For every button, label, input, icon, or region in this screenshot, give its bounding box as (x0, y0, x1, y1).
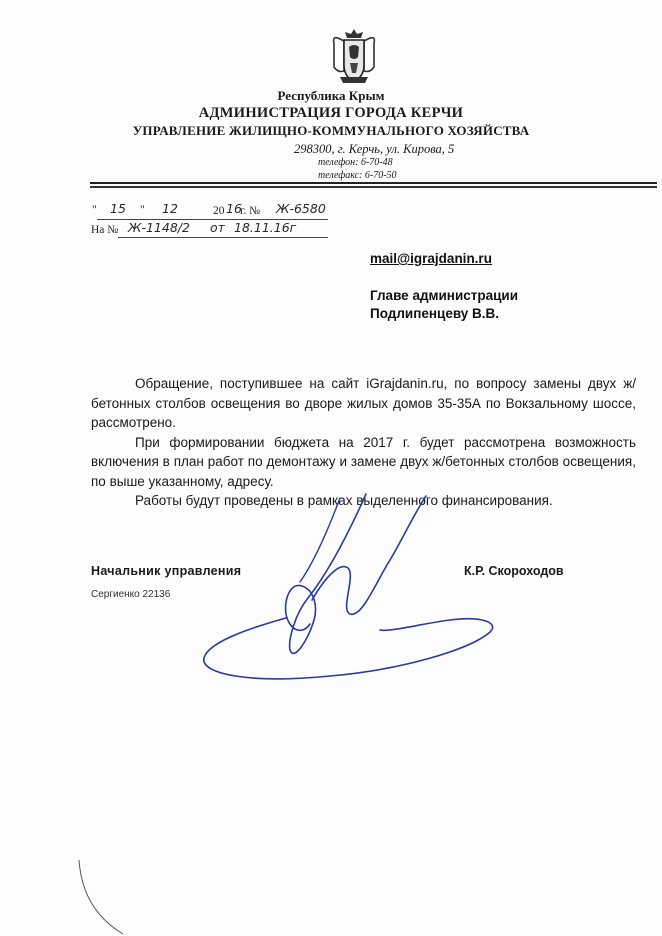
date-quote-close: " (140, 204, 145, 216)
postal-address: 298300, г. Керчь, ул. Кирова, 5 (294, 142, 455, 156)
fax-number: телефакс: 6-70-50 (318, 170, 397, 181)
outgoing-year-prefix: 20 (213, 205, 225, 217)
reference-underline (118, 237, 328, 238)
phone-number: телефон: 6-70-48 (318, 157, 393, 168)
republic-title: Республика Крым (277, 88, 385, 103)
administration-title: АДМИНИСТРАЦИЯ ГОРОДА КЕРЧИ (198, 105, 464, 121)
department-title: УПРАВЛЕНИЕ ЖИЛИЩНО-КОММУНАЛЬНОГО ХОЗЯЙСТВА (132, 123, 530, 138)
signatory-title: Начальник управления (91, 564, 242, 578)
addressee-name: Подлипенцеву В.В. (370, 306, 500, 321)
executor-note: Сергиенко 22136 (91, 589, 171, 600)
body-paragraph: При формировании бюджета на 2017 г. будет рассмотрена возможность включения в план работ по демонтажу и замене двух ж/бетонных столбов освещения, по выше указанному, адресу. (91, 434, 636, 489)
body-paragraph: Обращение, поступившее на сайт iGrajdanin.ru, по вопросу замены двух ж/бетонных столбов освещения во дворе жилых домов 35-35А по Вокзальному шоссе, рассмотрено. (91, 376, 636, 430)
outgoing-year-suffix: 16 (226, 201, 242, 216)
outgoing-month: 12 (162, 201, 178, 216)
reference-label: На № (91, 224, 119, 236)
scan-edge-mark (75, 860, 125, 936)
outgoing-day: 15 (110, 201, 126, 216)
addressee-email[interactable]: mail@igrajdanin.ru (370, 251, 492, 266)
header-divider-top (90, 182, 657, 184)
handwritten-signature (190, 490, 500, 690)
outgoing-number: Ж-6580 (276, 201, 326, 216)
reference-from: от (210, 220, 225, 235)
coat-of-arms-icon (330, 27, 378, 85)
body-paragraph: Работы будут проведены в рамках выделенного финансирования. (135, 493, 553, 508)
header-divider-bottom (90, 186, 657, 188)
reference-date: 18.11.16г (234, 220, 297, 235)
signatory-name: К.Р. Скороходов (464, 564, 564, 578)
reference-number: Ж-1148/2 (128, 220, 190, 235)
outgoing-number-label: г. № (240, 205, 261, 217)
addressee-position: Главе администрации (370, 288, 519, 303)
date-quote-open: " (92, 204, 97, 216)
